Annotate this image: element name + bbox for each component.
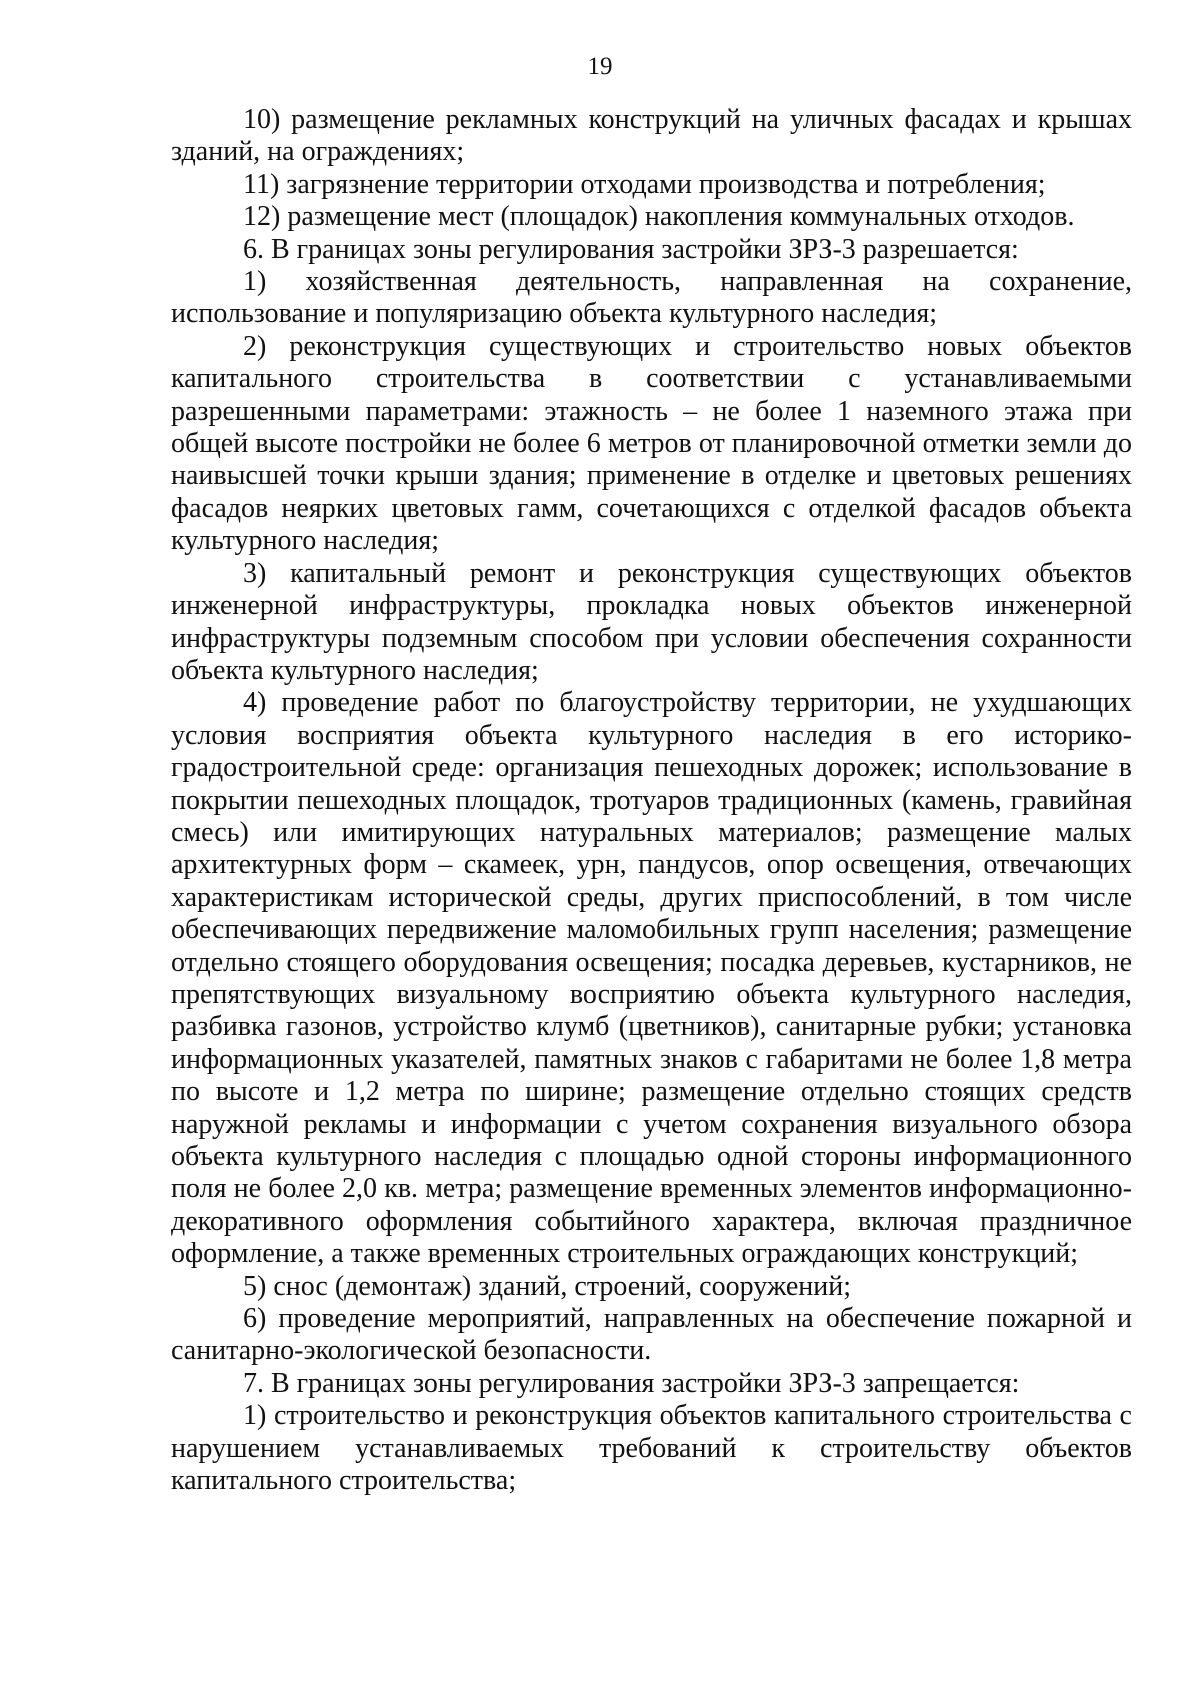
paragraph-item-2: 2) реконструкция существующих и строительство новых объектов капитального строительства в соответствии с устанавливаемыми разрешенными параметрами: этажность – не более 1 наземного этажа при общей высоте постройки не более 6 метров от планировочной отметки земли до наивысшей точки крыши здания; применение в отделке и цветовых решениях фасадов неярких цветовых гамм, сочетающихся с отделкой фасадов объекта культурного наследия;: [171, 330, 1132, 557]
paragraph-item-6: 6) проведение мероприятий, направленных на обеспечение пожарной и санитарно-экологической безопасности.: [171, 1303, 1132, 1367]
paragraph-item-12: 12) размещение мест (площадок) накопления коммунальных отходов.: [243, 201, 1075, 233]
paragraph-item-10: 10) размещение рекламных конструкций на уличных фасадах и крышах зданий, на ограждениях;: [171, 104, 1132, 168]
paragraph-item-11: 11) загрязнение территории отходами производства и потребления;: [243, 168, 1046, 200]
paragraph-item-3: 3) капитальный ремонт и реконструкция существующих объектов инженерной инфраструктуры, прокладка новых объектов инженерной инфраструктуры подземным способом при условии обеспечения сохранности объекта культурного наследия;: [171, 557, 1132, 686]
document-body: [171, 104, 1132, 1497]
paragraph-item-1: 1) хозяйственная деятельность, направленная на сохранение, использование и популяризацию объекта культурного наследия;: [171, 266, 1132, 330]
paragraph-item-1-restriction: 1) строительство и реконструкция объектов капитального строительства с нарушением устанавливаемых требований к строительству объектов капитального строительства;: [171, 1400, 1132, 1497]
paragraph-section-7: 7. В границах зоны регулирования застройки ЗРЗ-3 запрещается:: [243, 1367, 1020, 1399]
paragraph-section-6: 6. В границах зоны регулирования застройки ЗРЗ-3 разрешается:: [243, 233, 1019, 265]
page-number: 19: [587, 53, 613, 80]
paragraph-item-5: 5) снос (демонтаж) зданий, строений, сооружений;: [243, 1270, 851, 1302]
paragraph-item-4: 4) проведение работ по благоустройству территории, не ухудшающих условия восприятия объекта культурного наследия в его историко-градостроительной среде: организация пешеходных дорожек; использование в покрытии пешеходных площадок, тротуаров традиционных (камень, гравийная смесь) или имитирующих натуральных материалов; размещение малых архитектурных форм – скамеек, урн, пандусов, опор освещения, отвечающих характеристикам исторической среды, других приспособлений, в том числе обеспечивающих передвижение маломобильных групп населения; размещение отдельно стоящего оборудования освещения; посадка деревьев, кустарников, не препятствующих визуальному восприятию объекта культурного наследия, разбивка газонов, устройство клумб (цветников), санитарные рубки; установка информационных указателей, памятных знаков с габаритами не более 1,8 метра по высоте и 1,2 метра по ширине; размещение отдельно стоящих средств наружной рекламы и информации с учетом сохранения визуального обзора объекта культурного наследия с площадью одной стороны информационного поля не более 2,0 кв. метра; размещение временных элементов информационно-декоративного оформления событийного характера, включая праздничное оформление, а также временных строительных ограждающих конструкций;: [171, 687, 1132, 1270]
